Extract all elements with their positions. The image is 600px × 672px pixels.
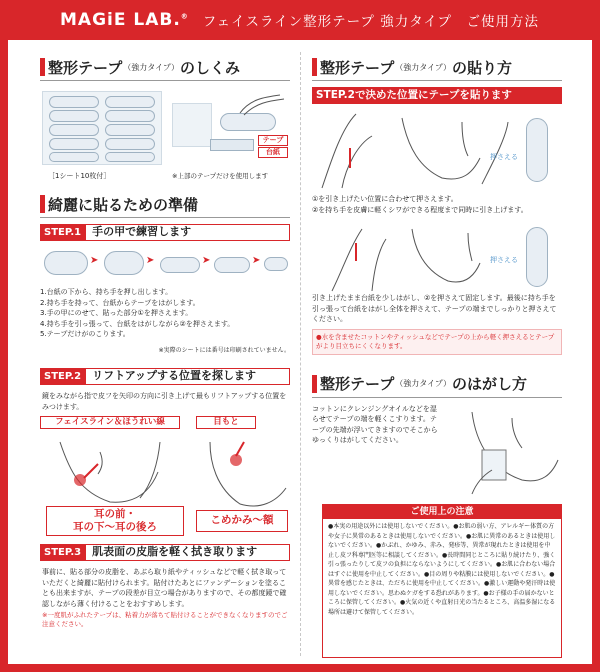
caution-heading: ご使用上の注意 <box>323 505 561 519</box>
apply-illustration-2 <box>312 221 562 293</box>
remove-instruction: コットンにクレンジングオイルなどを湿らせてテープの端を軽くこすります。テープの先端が浮いてきますのでそこからゆっくりはがしてください。 <box>312 404 438 444</box>
section-heading-structure: 整形テープ （強力タイプ） のしくみ <box>40 56 290 78</box>
section-heading-apply: 整形テープ （強力タイプ） の貼り方 <box>312 56 562 78</box>
step1-illustration: ➤ ➤ ➤ ➤ <box>40 245 290 283</box>
step1-line: 5.テープだけがのこります。 <box>40 330 130 338</box>
tape-detail-image <box>170 93 288 165</box>
apply-instruction-2: ②を持ち手を皮膚に軽くシワができる程度まで同時に引き上げます。 <box>312 205 528 214</box>
step2-body: 鏡をみながら指で皮フを矢印の方向に引き上げて最もリフトアップする位置をみつけます。 <box>42 392 287 411</box>
remove-illustration <box>452 404 562 498</box>
upper-tape-caption: ※上部のテープだけを使用します <box>172 172 269 180</box>
label-tape: テープ <box>258 135 288 146</box>
apply-instruction-3: 引き上げたまま台紙を少しはがし、②を押さえて固定します。最後に持ち手を引っ張って台紙をはがし全体を押さえて、テープの端までしっかりと押さえてください。 <box>312 294 557 323</box>
column-divider <box>300 52 301 656</box>
right-column <box>312 48 562 664</box>
step1-instructions <box>40 287 290 356</box>
step1-line: 2.持ち手を持って、台紙からテープをはがします。 <box>40 298 200 307</box>
remove-section <box>312 404 562 498</box>
step3-body: 事前に、貼る部分の皮脂を、あぶら取り紙やティッシュなどで軽く拭き取っていただくと綺麗に貼付けられます。貼付けたあとにファンデーションを塗ることも出来ますが、テープの段差が目立つ場合がありますので、その都度鏡で確認しながら薄く付けることをおすすめします。 <box>42 568 287 608</box>
label-backing: 台紙 <box>258 147 288 158</box>
apply-illustration-1 <box>312 108 562 194</box>
step1-line: 4.持ち手を引っ張って、台紙をはがしながら②を押さえます。 <box>40 319 235 328</box>
heading-rule <box>312 80 562 81</box>
face-sketches <box>40 432 290 514</box>
apply-instruction-1: ①を引き上げたい位置に合わせて押さえます。 <box>312 195 458 203</box>
press-label-1: 押さえる <box>490 153 518 161</box>
step1-line: 1.台紙の下から、持ち手を押し出します。 <box>40 288 173 296</box>
heading-rule <box>312 397 562 398</box>
step3-header: STEP.3 肌表面の皮脂を軽く拭き取ります <box>40 544 290 561</box>
header-bar <box>0 0 600 40</box>
subhead-eyes: 目もと <box>196 416 256 429</box>
position-box-temple: こめかみ〜額 <box>196 510 288 532</box>
brand-logo: MAGiE LAB.® <box>60 10 189 30</box>
page-title: フェイスライン整形テープ 強力タイプ ご使用方法 <box>202 14 540 30</box>
structure-illustration <box>40 87 290 187</box>
heading-rule <box>40 80 290 81</box>
section-heading-remove: 整形テープ （強力タイプ） のはがし方 <box>312 373 562 395</box>
sheet-caption: ［1シート10枚付］ <box>48 172 111 180</box>
section-heading-preparation: 綺麗に貼るための準備 <box>40 193 290 215</box>
tape-sheet-image <box>42 91 162 165</box>
heading-rule <box>40 217 290 218</box>
caution-box <box>322 504 562 658</box>
left-column <box>40 48 290 664</box>
apply-tip: ●水を含ませたコットンやティッシュなどでテープの上から軽く押さえるとテープがより目立ちにくくなります。 <box>312 329 562 355</box>
subhead-faceline: フェイスライン＆ほうれい線 <box>40 416 180 429</box>
step1-line: 3.手の甲にのせて、貼った部分①を押さえます。 <box>40 309 193 317</box>
step2-illustration <box>40 416 290 536</box>
apply-step-bar: STEP.2で決めた位置にテープを貼ります <box>312 87 562 104</box>
press-label-2: 押さえる <box>490 256 518 264</box>
step3-note: ※一度肌がふれたテープは、粘着力が落ちて貼付けることができなくなりますのでご注意ください。 <box>42 611 288 628</box>
step1-note: ※実際のシートには番号は印刷されていません。 <box>158 346 290 354</box>
position-box-ears: 耳の前・ 耳の下〜耳の後ろ <box>46 506 184 536</box>
caution-text: ●本実の用途以外には使用しないでください。●お肌の弱い方、アレルギー体質の方や女子に異常のあるときは使用しないでください。●お肌に異常のあるときは使用しないでください。●かぶれ、かゆみ、赤み、発疹等、異常が現れたときは使用を中止し皮フ科専門医等に相談してください。●長時間同じところに貼り続けたり、強く引っ張ったりして皮フの負担にならないようにしてください。●お肌に合わない場合はすぐに使用を中止してください。●目の周りや粘膜には使用しないでください。●異常を感じたときは、ただちに使用を中止してください。●激しい運動や発汗時は使用しないでください。思わぬケガをする恐れがあります。●お子様の手の届かないところに保管してください。●火気の近くや直射日光の当たるところ、高温多湿になる場所は避けて保管してください。 <box>328 523 556 616</box>
step1-header: STEP.1 手の甲で練習します <box>40 224 290 241</box>
step2-header: STEP.2 リフトアップする位置を探します <box>40 368 290 385</box>
